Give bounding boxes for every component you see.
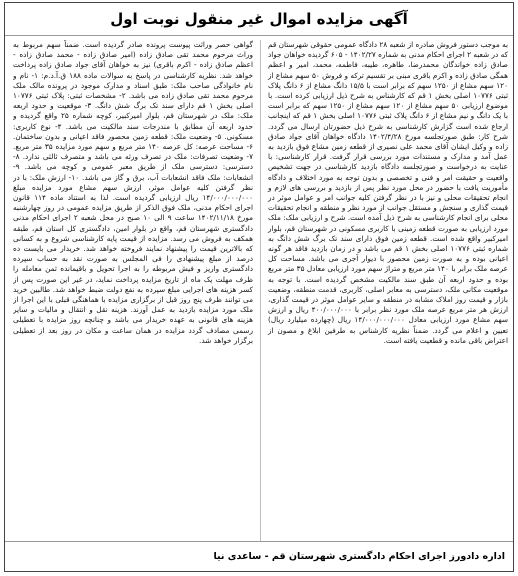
notice-body xyxy=(5,36,513,542)
column-divider xyxy=(260,40,261,542)
auction-notice xyxy=(4,2,514,572)
notice-header xyxy=(5,3,513,36)
notice-title: آگهی مزایده اموال غیر منقول نوبت اول xyxy=(110,10,408,28)
issuer-signature: اداره دادورز اجرای احکام دادگستری شهرستان قم - ساعدی نیا xyxy=(213,551,505,562)
notice-text-left-column: گواهی حصر وراثت پیوست پرونده صادر گردیده است. ضمناً سهم مربوط به وراث مرحوم محمد تقی صادق زاده (امیر صادق زاده - محمد صادق زاده - اعظم صادق زاده - اکرم باقری) نیز به خواهان آقای جواد صادق زاده پرداخت خواهد شد. نظریه کارشناسی در پاسخ به سوالات ماده ۱۸۸ ق.آ.د.م: ۱- نام و نام خانوادگی صاحب ملک: طبق اسناد و مدارک موجود در پرونده مالک ملک مرحوم محمد تقی صادق زاده می باشد. ۲- مشخصات ثبتی: پلاک ثبتی ۱۰۷۷۶ اصلی بخش ۱ قم دارای سند تک برگ شش دانگ. ۳- موقعیت و حدود اربعه ملک: ملک در شهرستان قم، بلوار امیرکبیر، کوچه شماره ۲۵ واقع گردیده و حدود اربعه آن مطابق با مندرجات سند مالکیت می باشد. ۴- نوع کاربری: مسکونی. ۵- وضعیت ملک: قطعه زمین محصور فاقد اعیانی و بدون ساختمان. ۶- مساحت عرصه: کل عرصه ۱۴۰ متر مربع و سهم مورد مزایده ۳۵ متر مربع. ۷- وضعیت تصرفات: ملک در تصرف ورثه می باشد و متصرف ثالثی ندارد. ۸- دسترسی: دسترسی ملک از طریق معبر عمومی و کوچه می باشد. ۹- انشعابات: ملک فاقد انشعابات آب، برق و گاز می باشد. ۱۰- ارزش ملک: با در نظر گرفتن کلیه عوامل موثر، ارزش سهم مشاع مورد مزایده مبلغ ۱۴/۰۰۰/۰۰۰/۰۰۰ ریال ارزیابی گردیده است. لذا به استناد ماده ۱۱۴ قانون اجرای احکام مدنی، ملک فوق الذکر از طریق مزایده عمومی در روز چهارشنبه مورخ ۱۴۰۲/۱۱/۱۸ ساعت ۹ الی ۱۰ صبح در محل شعبه ۲ اجرای احکام مدنی دادگستری شهرستان قم، واقع در بلوار امین، دادگستری کل استان قم، طبقه همکف به فروش می رسد. مزایده از قیمت پایه کارشناسی شروع و به کسانی که بالاترین قیمت را پیشنهاد نمایند فروخته خواهد شد. خریدار می بایست ده درصد از مبلغ پیشنهادی را فی المجلس به صورت نقد به حساب سپرده دادگستری واریز و فیش مربوطه را به اجرا تحویل و باقیمانده ثمن معامله را ظرف مهلت یک ماه از تاریخ مزایده پرداخت نماید، در غیر این صورت پس از کسر هزینه های اجرایی مبلغ سپرده به نفع دولت ضبط خواهد شد. طالبین خرید می توانند ظرف پنج روز قبل از برگزاری مزایده با هماهنگی قبلی با این اجرا از ملک مورد مزایده بازدید به عمل آورند. هزینه نقل و انتقال و مالیات و سایر هزینه های قانونی به عهده خریدار می باشد و چنانچه روز مزایده با تعطیلی رسمی مصادف گردد مزایده در همان ساعت و مکان در روز بعد از تعطیلی برگزار خواهد شد. xyxy=(13,40,254,345)
notice-footer xyxy=(5,541,513,571)
notice-text-right-column: به موجب دستور فروش صادره از شعبه ۲۸ دادگاه عمومی حقوقی شهرستان قم که در شعبه ۲ اجرای احکام مدنی به شماره ۱۴۰۲/۲۷ - ۶۰۵ گردیده خواهان جواد صادق زاده خواندگان محمدرضا، طاهره، طیبه، فاطمه، محمد، امیر و اعظم همگی صادق زاده و اکرم باقری مبنی بر تقسیم ترکه و فروش ۵۰ سهم مشاع از ۱۲۰ سهم مشاع از ۱۲۵۰ سهم که برابر است با ۱۵/۵ دانگ مشاع از ۶ دانگ پلاک ثبتی ۱۰۷۷۶ اصلی بخش ۱ قم که کارشناس به شرح ذیل ارزیابی کرده است. با موضوع ارزیابی ۵۰ سهم مشاع از ۱۲۰ سهم مشاع از ۱۲۵۰ سهم که برابر است با یک دانگ و نیم مشاع از ۶ دانگ پلاک ثبتی ۱۰۷۷۶ اصلی بخش ۱ قم که اینجانب ارجاع شده است گزارش کارشناسی به شرح ذیل حضورتان ارسال می گردد. شرح کار: طبق صورتجلسه مورخ ۱۴۰۲/۴/۲۸ دادگاه خواهان آقای جواد صادق زاده و وکیل ایشان آقای محمد علی نصیری از قطعه زمین مشاع فوق بازدید به عمل آمد و مدارک و مستندات مورد بررسی قرار گرفت. قرار کارشناسی: با عنایت به درخواست و صورتجلسه دادگاه بازدید کارشناسی در جهت تشخیص واقعیت و حقیقت امر و فنی و تخصصی و بدون توجه به مورد اختلاف و دادگاه مأموریت یافت با حضور در محل مورد نظر پس از بازدید و بررسی های لازم و انجام تحقیقات محلی و نیز با در نظر گرفتن کلیه جوانب امر و عوامل موثر در قیمت گذاری و سنجش و مستقل جوانب از مورد نظر و منطقه و انجام تحقیقات محلی برای انجام کارشناسی به شرح ذیل آمده است. شرح و ارزیابی ملک: ملک مورد ارزیابی به صورت قطعه زمینی با کاربری مسکونی در شهرستان قم، بلوار امیرکبیر واقع شده است. قطعه زمین فوق دارای سند تک برگ شش دانگ به شماره ثبتی ۱۰۷۷۶ اصلی بخش ۱ قم می باشد و در زمان بازدید فاقد هر گونه اعیانی بوده و به صورت زمین محصور با دیوار آجری می باشد. مساحت کل عرصه ملک برابر با ۱۴۰ متر مربع و متراژ سهم مورد ارزیابی معادل ۳۵ متر مربع بوده و حدود اربعه آن طبق سند مالکیت مشخص گردیده است. با توجه به موقعیت مکانی ملک، دسترسی به معابر اصلی، کاربری، قدمت منطقه، وضعیت بازار و قیمت روز املاک مشابه در منطقه و سایر عوامل موثر در قیمت گذاری، ارزش هر متر مربع عرصه ملک مورد نظر برابر با ۴۰۰/۰۰۰/۰۰۰ ریال و ارزش سهم مشاع مورد ارزیابی معادل ۱۴/۰۰۰/۰۰۰/۰۰۰ ریال (چهارده میلیارد ریال) تعیین و اعلام می گردد. ضمناً نظریه کارشناس به طرفین ابلاغ و مصون از اعتراض باقی مانده و قطعیت یافته است. xyxy=(268,40,508,345)
